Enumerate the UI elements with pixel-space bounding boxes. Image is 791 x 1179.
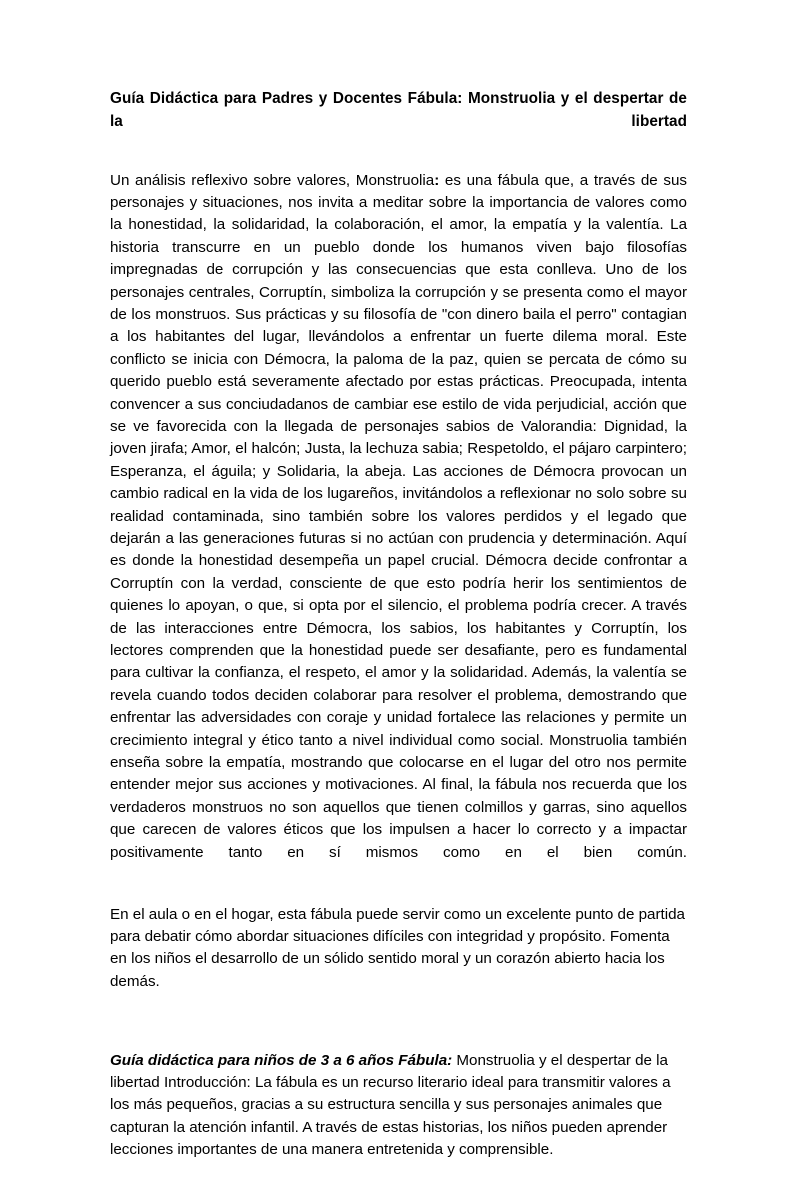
paragraph-spacer	[110, 1010, 687, 1032]
paragraph-classroom	[110, 904, 687, 994]
paragraph-analysis	[110, 170, 687, 887]
paragraph-analysis-lead-colon: :	[434, 171, 440, 189]
paragraph-analysis-lead: Un análisis reflexivo sobre valores, Monstruolia	[110, 171, 435, 189]
paragraph-classroom-body: En el aula o en el hogar, esta fábula puede servir como un excelente punto de partida para debatir cómo abordar situaciones difíciles con integridad y propósito. Fomenta en los niños el desarrollo de un sólido sentido moral y un corazón abierto hacia los demás.	[110, 905, 685, 990]
paragraph-guide-children	[110, 1050, 687, 1162]
paragraph-guide-children-lead: Guía didáctica para niños de 3 a 6 años Fábula:	[110, 1051, 453, 1069]
document-body	[110, 88, 687, 1179]
paragraph-guide-children-body: Monstruolia y el despertar de la libertad Introducción: La fábula es un recurso literario ideal para transmitir valores a los más pequeños, gracias a su estructura sencilla y sus personajes animales que capturan la atención infantil. A través de estas historias, los niños pueden aprender lecciones importantes de una manera entretenida y comprensible.	[110, 1051, 671, 1159]
page-title: Guía Didáctica para Padres y Docentes Fábula: Monstruolia y el despertar de la libertad	[110, 90, 687, 130]
paragraph-analysis-body: es una fábula que, a través de sus personajes y situaciones, nos invita a meditar sobre la importancia de valores como la honestidad, la solidaridad, la colaboración, el amor, la empatía y la valentía. La historia transcurre en un pueblo donde los humanos viven bajo filosofías impregnadas de corrupción y las consecuencias que esta conlleva. Uno de los personajes centrales, Corruptín, simboliza la corrupción y se presenta como el mayor de los monstruos. Sus prácticas y su filosofía de "con dinero baila el perro" contagian a los habitantes del lugar, llevándolos a enfrentar un fuerte dilema moral. Este conflicto se inicia con Démocra, la paloma de la paz, quien se percata de cómo su querido pueblo está severamente afectado por estas prácticas. Preocupada, intenta convencer a sus conciudadanos de cambiar ese estilo de vida perjudicial, acción que se ve favorecida con la llegada de personajes sabios de Valorandia: Dignidad, la joven jirafa; Amor, el halcón; Justa, la lechuza sabia; Respetoldo, el pájaro carpintero; Esperanza, el águila; y Solidaria, la abeja. Las acciones de Démocra provocan un cambio radical en la vida de los lugareños, invitándolos a reflexionar no solo sobre su realidad contaminada, sino también sobre los valores perdidos y el legado que dejarán a las generaciones futuras si no actúan con prudencia y determinación. Aquí es donde la honestidad desempeña un papel crucial. Démocra decide confrontar a Corruptín con la verdad, consciente de que esto podría herir los sentimientos de quienes lo apoyan, o que, si opta por el silencio, el problema podría crecer. A través de las interacciones entre Démocra, los sabios, los habitantes y Corruptín, los lectores comprenden que la honestidad puede ser desafiante, pero es fundamental para cultivar la confianza, el respeto, el amor y la solidaridad. Además, la valentía se revela cuando todos deciden colaborar para resolver el problema, demostrando que enfrentar las adversidades con coraje y unidad fortalece las relaciones y permite un crecimiento integral y ético tanto a nivel individual como social. Monstruolia también enseña sobre la empatía, mostrando que colocarse en el lugar del otro nos permite entender mejor sus acciones y motivaciones. Al final, la fábula nos recuerda que los verdaderos monstruos no son aquellos que tienen colmillos y garras, sino aquellos que carecen de valores éticos que los impulsen a hacer lo correcto y a impactar positivamente tanto en sí mismos como en el bien común.	[110, 171, 687, 861]
